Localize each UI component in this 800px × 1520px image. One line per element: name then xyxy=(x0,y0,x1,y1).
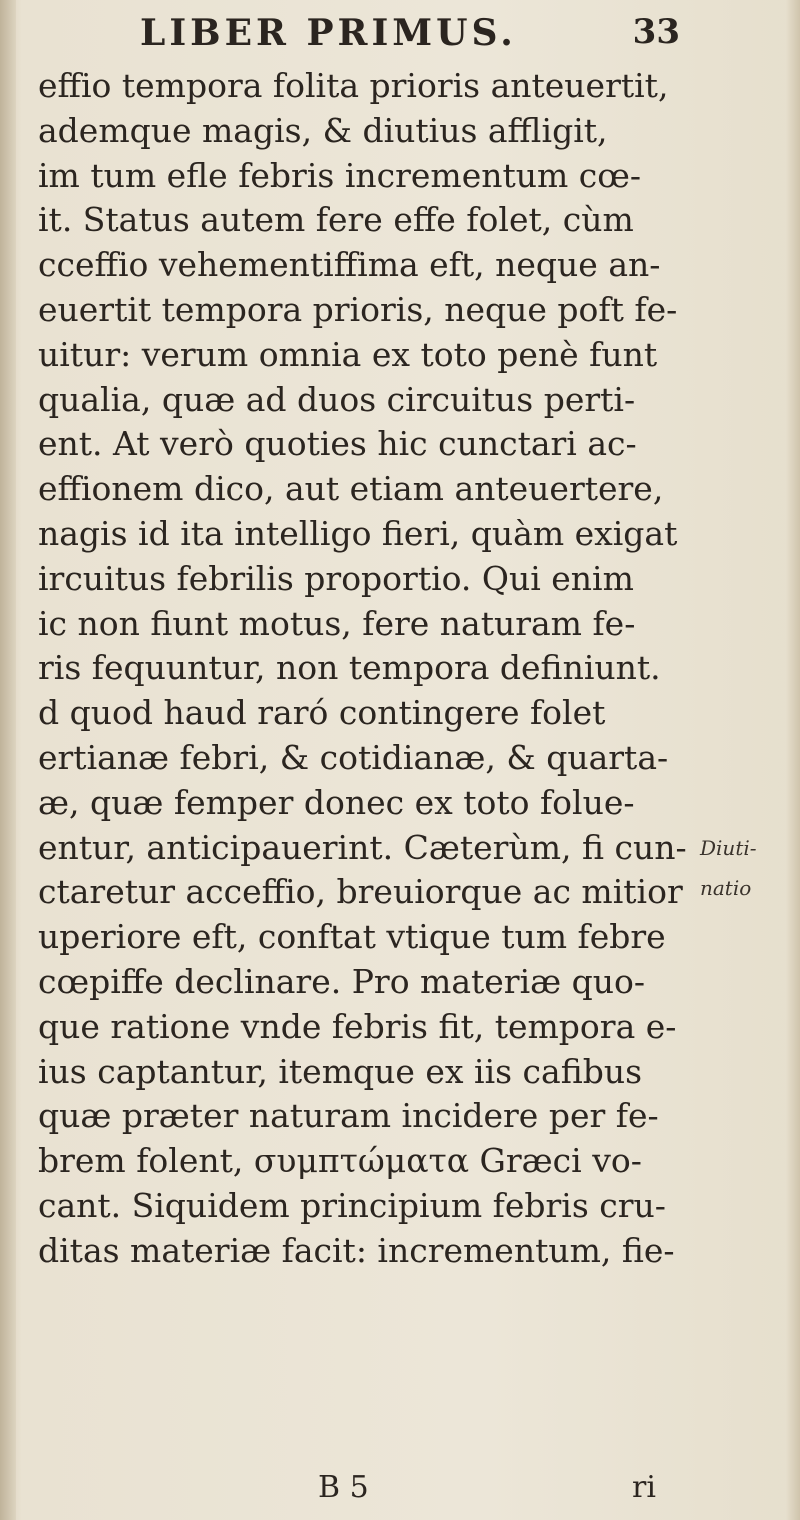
text-line: uperiore eft, conftat vtique tum febre xyxy=(38,917,666,957)
text-line: effio tempora folita prioris anteuertit, xyxy=(38,66,669,105)
text-line: d quod haud raró contingere folet xyxy=(38,693,606,733)
text-line: ctaretur acceffio, breuiorque ac mitior xyxy=(38,872,683,912)
page-gutter xyxy=(0,0,16,1520)
page-header xyxy=(140,12,680,66)
catchword: ri xyxy=(632,1470,656,1505)
text-line: æ, quæ femper donec ex toto folue- xyxy=(38,782,635,822)
text-line: entur, anticipauerint. Cæterùm, fi cun- xyxy=(38,827,687,867)
text-line: uitur: verum omnia ex toto penè funt xyxy=(38,334,658,374)
text-line: euertit tempora prioris, neque poft fe- xyxy=(38,289,678,329)
margin-note: Diuti- xyxy=(700,836,757,860)
text-line: ertianæ febri, & cotidianæ, & quarta- xyxy=(38,737,669,777)
text-line: cceffio vehementiffima eft, neque an- xyxy=(38,245,661,285)
page-number: 33 xyxy=(632,12,680,52)
text-line: ris fequuntur, non tempora definiunt. xyxy=(38,648,661,688)
signature-mark: B 5 xyxy=(318,1470,369,1505)
text-line: ent. At verò quoties hic cunctari ac- xyxy=(38,424,637,464)
text-line: ius captantur, itemque ex iis cafibus xyxy=(38,1051,643,1091)
text-line: brem folent, συμπτώματα Græci vo- xyxy=(38,1141,642,1181)
body-text xyxy=(38,64,718,1274)
text-line: ademque magis, & diutius affligit, xyxy=(38,110,608,150)
running-head: LIBER PRIMUS. xyxy=(140,12,517,54)
text-line: ircuitus febrilis proportio. Qui enim xyxy=(38,558,634,598)
text-line: cœpiffe declinare. Pro materiæ quo- xyxy=(38,961,646,1001)
text-line: que ratione vnde febris fit, tempora e- xyxy=(38,1006,677,1046)
text-line: im tum efle febris incrementum cœ- xyxy=(38,155,642,195)
text-line: effionem dico, aut etiam anteuertere, xyxy=(38,469,664,509)
text-line: ic non fiunt motus, fere naturam fe- xyxy=(38,603,636,643)
page-edge xyxy=(786,0,800,1520)
margin-note: natio xyxy=(700,876,752,900)
text-line: nagis id ita intelligo fieri, quàm exigat xyxy=(38,513,678,553)
text-line: qualia, quæ ad duos circuitus perti- xyxy=(38,379,636,419)
text-line: ditas materiæ facit: incrementum, fie- xyxy=(38,1230,675,1270)
text-line: cant. Siquidem principium febris cru- xyxy=(38,1185,666,1225)
text-line: quæ præter naturam incidere per fe- xyxy=(38,1096,659,1136)
text-line: it. Status autem fere effe folet, cùm xyxy=(38,200,634,240)
